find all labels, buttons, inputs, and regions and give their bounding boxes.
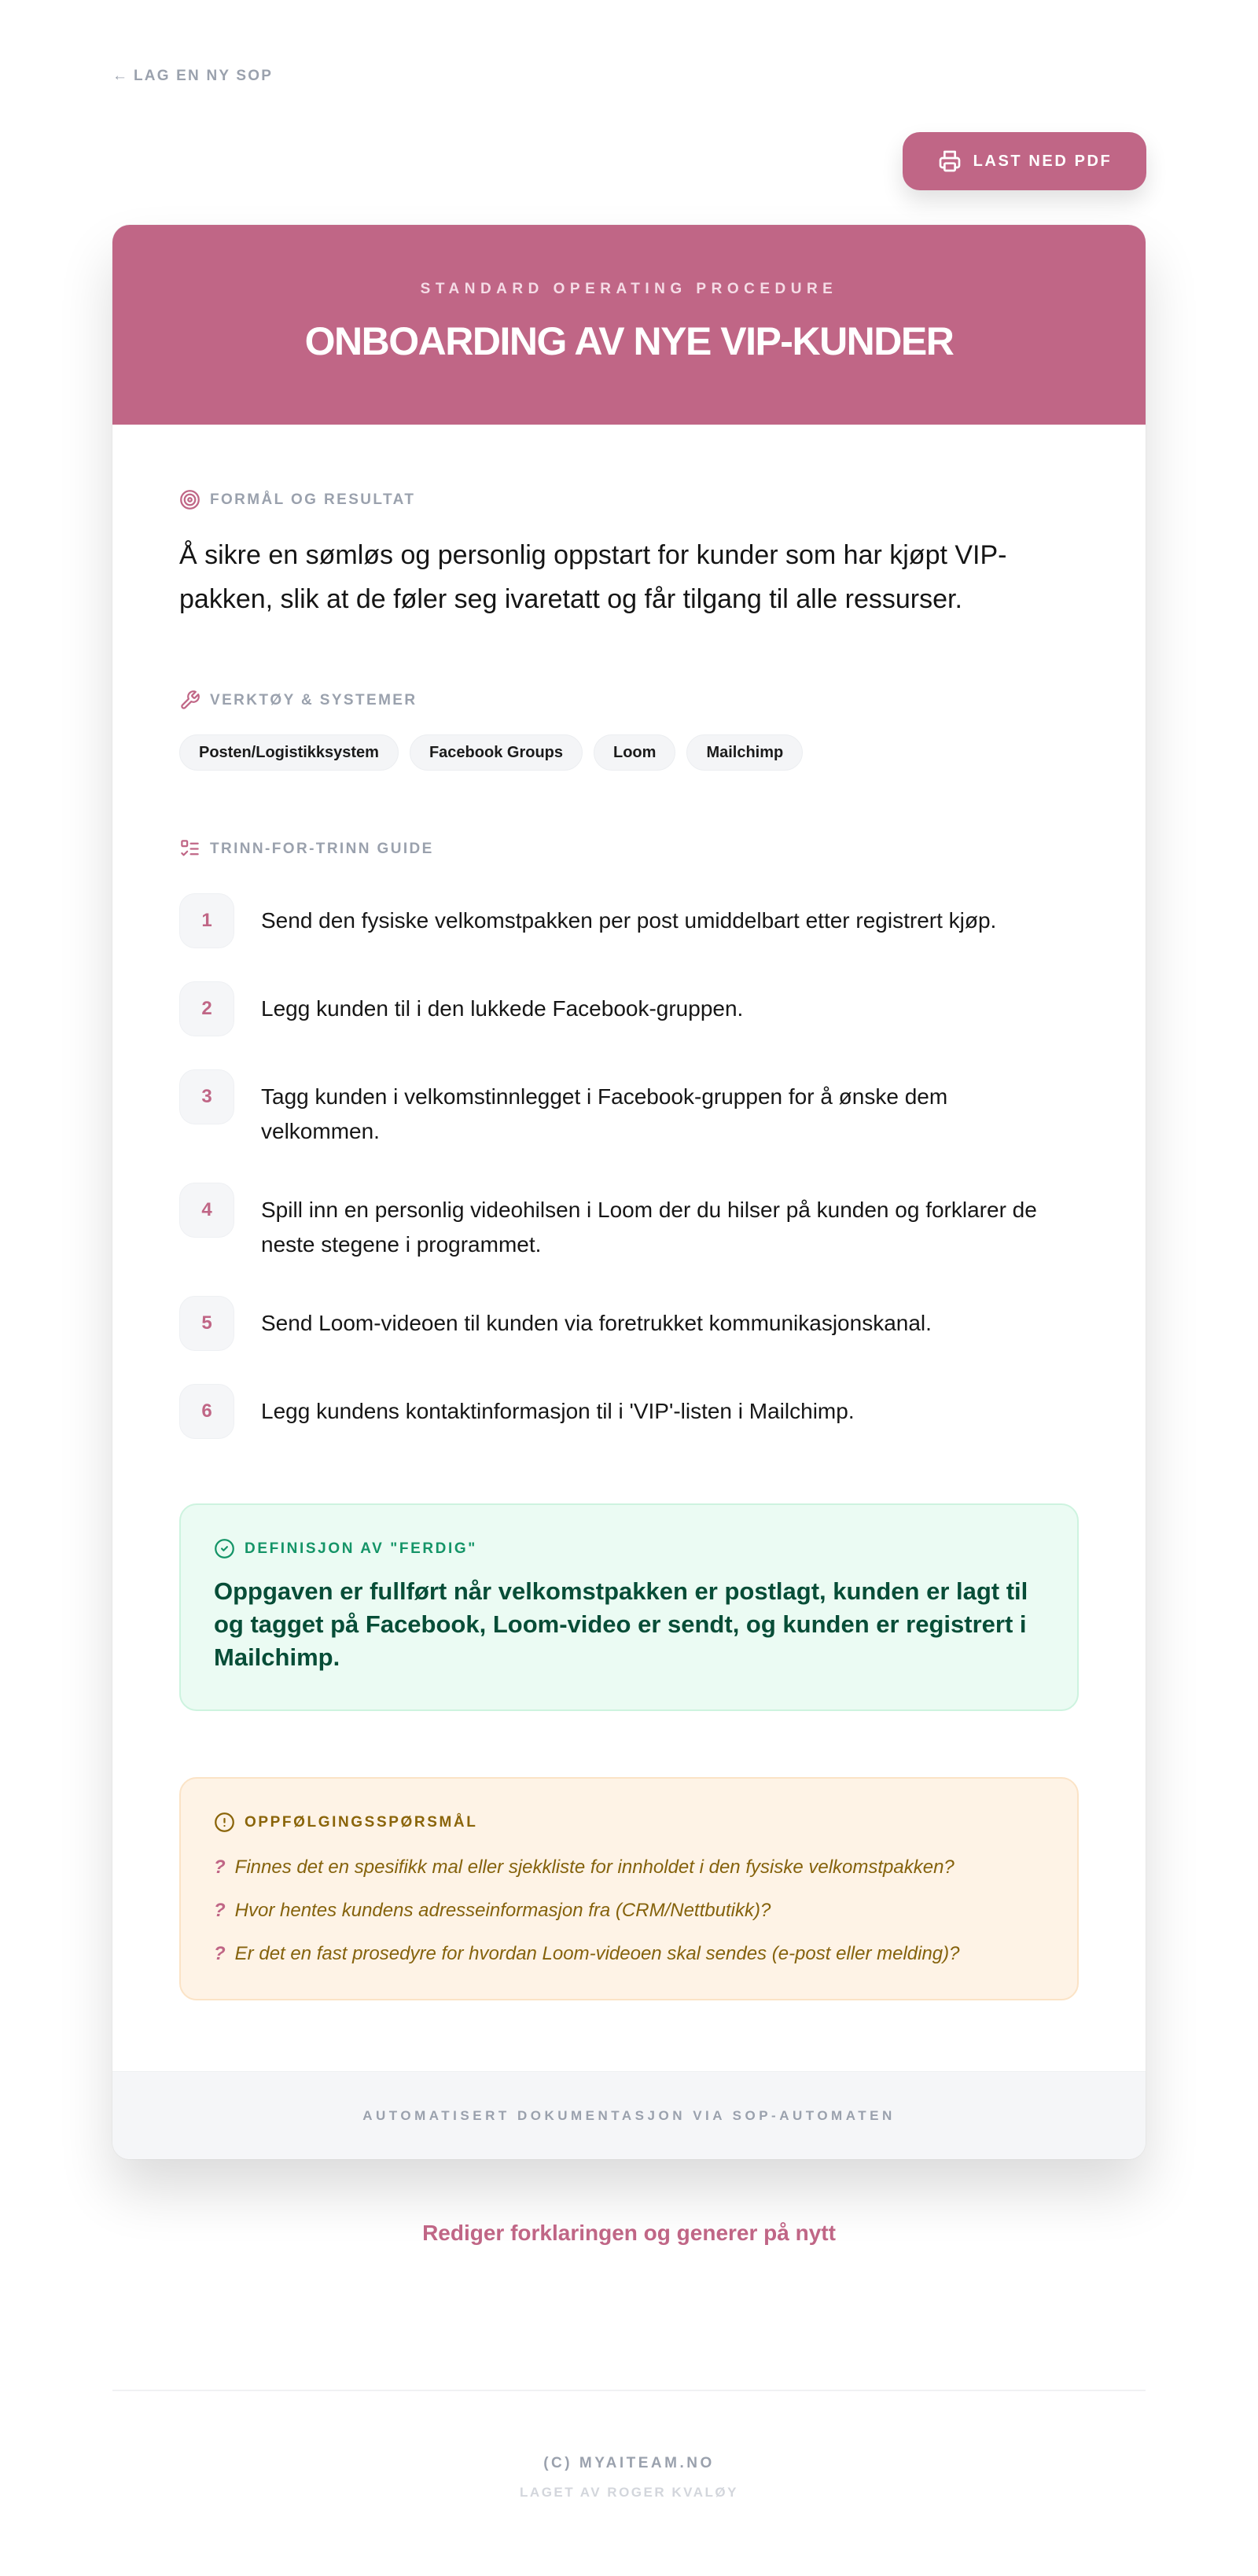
tool-chip: Facebook Groups	[410, 734, 583, 771]
step-item	[179, 1296, 1083, 1351]
step-number-badge: 2	[179, 981, 234, 1036]
question-mark-icon: ?	[214, 1900, 226, 1921]
tool-chip: Posten/Logistikksystem	[179, 734, 399, 771]
steps-label-text: TRINN-FOR-TRINN GUIDE	[210, 840, 434, 857]
follow-up-list	[214, 1846, 1044, 1975]
done-section-label	[214, 1538, 1044, 1559]
footer-divider	[112, 2390, 1146, 2391]
step-text: Send den fysiske velkomstpakken per post umiddelbart etter registrert kjøp.	[261, 908, 997, 933]
tool-chip: Mailchimp	[686, 734, 803, 771]
step-text: Legg kunden til i den lukkede Facebook-gruppen.	[261, 996, 744, 1021]
step-number-badge: 5	[179, 1296, 234, 1351]
step-number-badge: 3	[179, 1069, 234, 1124]
step-number-badge: 1	[179, 893, 234, 948]
step-item	[179, 1183, 1083, 1262]
tools-section-label	[179, 690, 417, 711]
step-text: Tagg kunden i velkomstinnlegget i Facebook-gruppen for å ønske dem velkommen.	[261, 1084, 948, 1143]
purpose-label-text: FORMÅL OG RESULTAT	[210, 491, 416, 508]
done-label-text: DEFINISJON AV "FERDIG"	[245, 1540, 477, 1557]
follow-up-section-label	[214, 1812, 1044, 1833]
back-link-label: LAG EN NY SOP	[134, 68, 274, 84]
definition-of-done-box	[179, 1503, 1079, 1711]
tools-list	[179, 734, 803, 771]
download-pdf-label: LAST NED PDF	[973, 152, 1113, 170]
done-text: Oppgaven er fullført når velkomstpakken er postlagt, kunden er lagt til og tagget på Facebook, Loom-video er sendt, og kunden er registrert i Mailchimp.	[214, 1577, 1028, 1671]
back-link-new-sop[interactable]	[112, 68, 273, 85]
follow-up-question	[214, 1932, 1044, 1975]
step-number-badge: 6	[179, 1384, 234, 1439]
download-pdf-button[interactable]	[903, 132, 1146, 190]
regenerate-link[interactable]: Rediger forklaringen og generer på nytt	[422, 2221, 836, 2245]
step-item	[179, 1384, 1083, 1439]
purpose-section-label	[179, 489, 415, 510]
step-text: Spill inn en personlig videohilsen i Loom der du hilser på kunden og forklarer de neste stegene i programmet.	[261, 1198, 1037, 1257]
question-mark-icon: ?	[214, 1857, 226, 1878]
step-number-badge: 4	[179, 1183, 234, 1238]
follow-up-question	[214, 1846, 1044, 1889]
sop-kicker: STANDARD OPERATING PROCEDURE	[420, 281, 838, 297]
checklist-icon	[179, 838, 200, 859]
check-circle-icon	[214, 1538, 235, 1559]
question-mark-icon: ?	[214, 1943, 226, 1964]
footer-copyright: (C) MYAITEAM.NO	[543, 2455, 715, 2471]
step-item	[179, 1069, 1083, 1149]
tool-chip: Loom	[594, 734, 675, 771]
printer-icon	[937, 149, 962, 174]
follow-up-questions-box	[179, 1777, 1079, 2000]
step-item	[179, 981, 1083, 1036]
alert-circle-icon	[214, 1812, 235, 1833]
question-text: Er det en fast prosedyre for hvordan Loom-videoen skal sendes (e-post eller melding)?	[234, 1943, 960, 1964]
card-footer: AUTOMATISERT DOKUMENTASJON VIA SOP-AUTOMATEN	[112, 2071, 1146, 2159]
purpose-text: Å sikre en sømløs og personlig oppstart for kunder som har kjøpt VIP-pakken, slik at de føler seg ivaretatt og får tilgang til alle ressurser.	[179, 540, 1007, 614]
arrow-left-icon: ←	[112, 68, 127, 84]
sop-title: ONBOARDING AV NYE VIP-KUNDER	[304, 319, 954, 363]
sop-header	[112, 225, 1146, 425]
footer-author: LAGET AV ROGER KVALØY	[520, 2485, 738, 2500]
sop-card	[112, 225, 1146, 2159]
wrench-icon	[179, 690, 200, 711]
follow-up-label-text: OPPFØLGINGSSPØRSMÅL	[245, 1813, 478, 1831]
target-icon	[179, 489, 200, 510]
question-text: Hvor hentes kundens adresseinformasjon fra (CRM/Nettbutikk)?	[234, 1900, 771, 1921]
tools-label-text: VERKTØY & SYSTEMER	[210, 691, 417, 708]
step-text: Legg kundens kontaktinformasjon til i 'VIP'-listen i Mailchimp.	[261, 1399, 855, 1423]
step-item	[179, 893, 1083, 948]
steps-section-label	[179, 838, 434, 859]
question-text: Finnes det en spesifikk mal eller sjekkliste for innholdet i den fysiske velkomstpakken?	[234, 1857, 955, 1878]
step-text: Send Loom-videoen til kunden via foretrukket kommunikasjonskanal.	[261, 1311, 932, 1335]
follow-up-question	[214, 1889, 1044, 1932]
